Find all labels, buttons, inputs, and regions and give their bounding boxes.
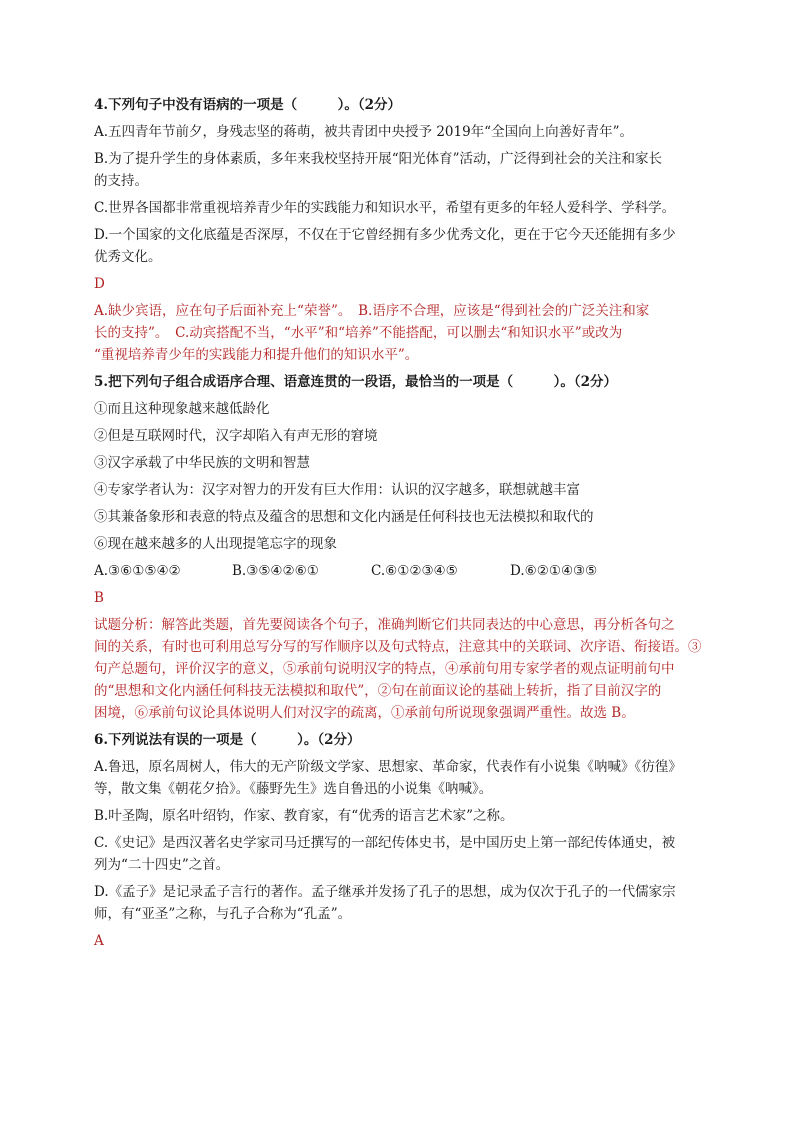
question-6-option-a-line1: A.鲁迅，原名周树人，伟大的无产阶级文学家、思想家、革命家，代表作有小说集《呐喊》《彷徨》 [94,759,682,775]
question-6-option-d-line1: D.《孟子》是记录孟子言行的著作。孟子继承并发扬了孔子的思想，成为仅次于孔子的一代儒家宗 [94,884,676,900]
question-5-answer: B [94,590,104,606]
question-5-explanation-line3: 句产总题句，评价汉字的意义，⑤承前句说明汉字的特点，④承前句用专家学者的观点证明前句中 [94,661,675,677]
question-5-option-b: B.③⑤④②⑥① [232,563,319,579]
question-5-option-a: A.③⑥①⑤④② [94,563,181,579]
question-5-explanation-line5: 困境，⑥承前句议论具体说明人们对汉字的疏离，①承前句所说现象强调严重性。故选 B。 [94,705,635,721]
question-6-answer: A [94,933,104,949]
question-6-title: 6.下列说法有误的一项是（ ）。（2分） [94,732,361,748]
question-6-option-b: B.叶圣陶，原名叶绍钧，作家、教育家，有“优秀的语言艺术家”之称。 [94,808,514,824]
question-4-option-c: C.世界各国都非常重视培养青少年的实践能力和知识水平，希望有更多的年轻人爱科学、学科学。 [94,200,676,216]
question-4-explanation-line1: A.缺少宾语，应在句子后面补充上“荣誉”。 B.语序不合理，应该是“得到社会的广泛关注和家 [94,303,650,319]
question-4-option-a: A.五四青年节前夕，身残志坚的蒋萌，被共青团中央授予 2019年“全国向上向善好青年”。 [94,124,633,140]
question-5-title: 5.把下列句子组合成语序合理、语意连贯的一段语，最恰当的一项是（ ）。（2分） [94,374,617,390]
question-5-explanation-line1: 试题分析：解答此类题，首先要阅读各个句子，准确判断它们共同表达的中心意思，再分析各句之 [94,617,675,633]
question-5-sentence-3: ③汉字承载了中华民族的文明和智慧 [94,455,310,471]
question-4-explanation-line2: 长的支持”。 C.动宾搭配不当，“水平”和“培养”不能搭配，可以删去“和知识水平”或改为 [94,325,623,341]
question-6-option-a-line2: 等，散文集《朝花夕拾》。《藤野先生》选自鲁迅的小说集《呐喊》。 [94,781,493,797]
question-4-option-b-line2: 的支持。 [94,173,148,189]
question-5-option-c: C.⑥①②③④⑤ [371,563,458,579]
question-4-explanation-line3: “重视培养青少年的实践能力和提升他们的知识水平”。 [94,347,419,363]
question-5-sentence-5: ⑤其兼备象形和表意的特点及蕴含的思想和文化内涵是任何科技也无法模拟和取代的 [94,509,594,525]
question-4-option-b-line1: B.为了提升学生的身体素质，多年来我校坚持开展“阳光体育”活动，广泛得到社会的关注和家长 [94,151,663,167]
question-5-option-d: D.⑥②①④③⑤ [510,563,598,579]
question-4-option-d-line2: 优秀文化。 [94,249,162,265]
question-6-option-c-line1: C.《史记》是西汉著名史学家司马迁撰写的一部纪传体史书，是中国历史上第一部纪传体通史，被 [94,835,676,851]
question-6-option-d-line2: 师，有“亚圣”之称，与孔子合称为“孔孟”。 [94,906,352,922]
question-6-option-c-line2: 列为“二十四史”之首。 [94,857,230,873]
question-5-explanation-line4: 的“思想和文化内涵任何科技无法模拟和取代”，②句在前面议论的基础上转折，指了目前汉字的 [94,683,662,699]
document-page [94,94,706,957]
question-5-sentence-2: ②但是互联网时代，汉字却陷入有声无形的窘境 [94,428,378,444]
question-4-answer: D [94,276,105,292]
question-4-option-d-line1: D.一个国家的文化底蕴是否深厚，不仅在于它曾经拥有多少优秀文化，更在于它今天还能拥有多少 [94,227,676,243]
question-5-options [94,560,706,582]
question-5-explanation-line2: 间的关系，有时也可利用总写分写的写作顺序以及句式特点，注意其中的关联词、次序语、衔接语。③ [94,639,702,655]
question-4-title: 4.下列句子中没有语病的一项是（ ）。（2分） [94,97,401,113]
question-5-sentence-4: ④专家学者认为：汉字对智力的开发有巨大作用：认识的汉字越多，联想就越丰富 [94,482,580,498]
question-5-sentence-1: ①而且这种现象越来越低龄化 [94,401,270,417]
question-5-sentence-6: ⑥现在越来越多的人出现提笔忘字的现象 [94,536,337,552]
